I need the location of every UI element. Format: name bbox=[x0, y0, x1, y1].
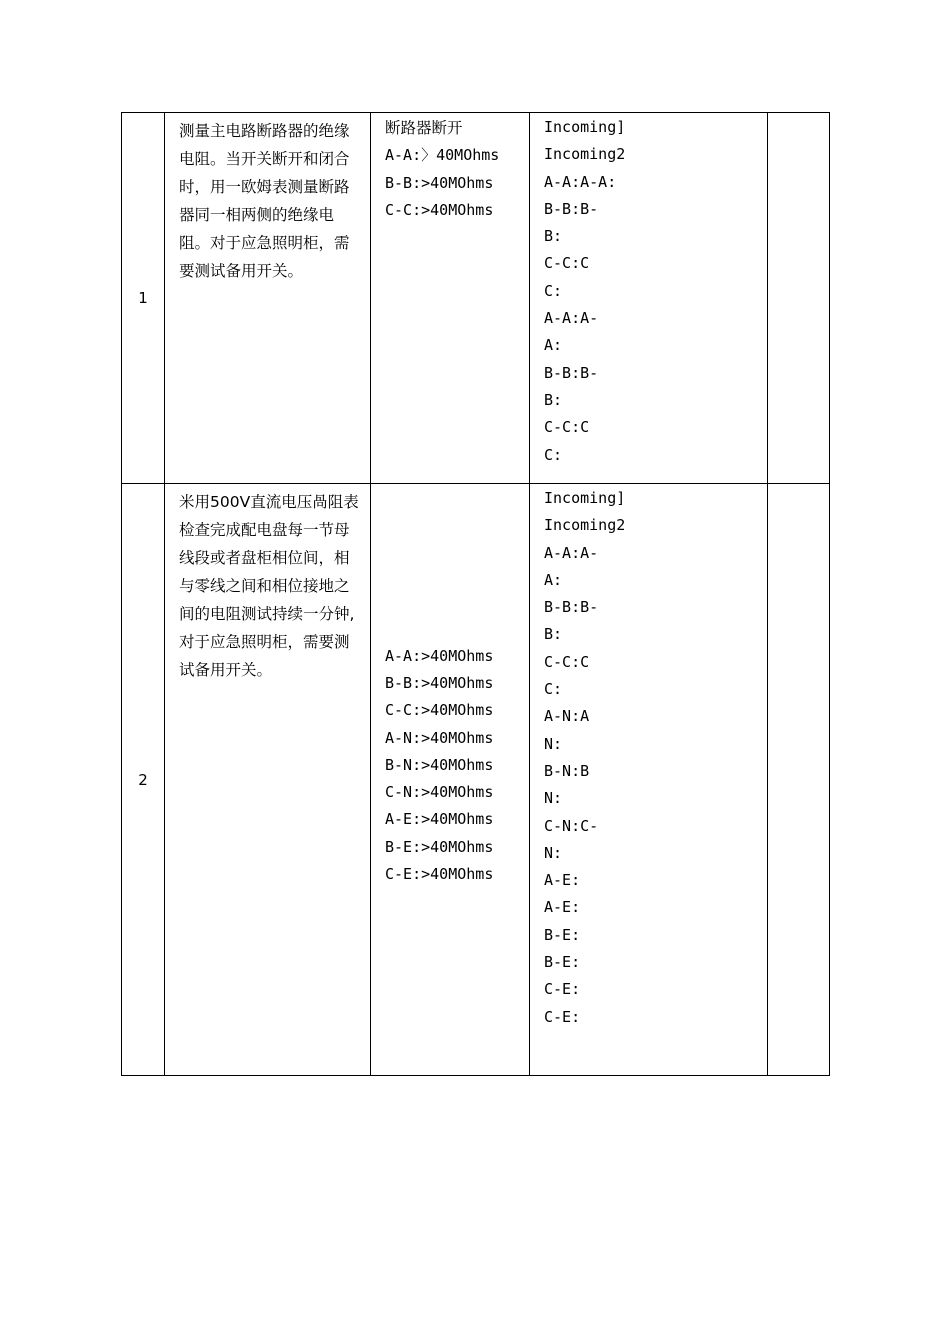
criteria-line: A-N:>40MOhms bbox=[385, 728, 494, 747]
table-row bbox=[122, 113, 830, 484]
criteria-line: C-C:>40MOhms bbox=[385, 200, 494, 219]
result-line: B-B:B- bbox=[544, 598, 599, 617]
criteria-line: C-E:>40MOhms bbox=[385, 865, 494, 884]
result-line: A-A:A- bbox=[544, 309, 599, 328]
criteria-line: A-E:>40MOhms bbox=[385, 810, 494, 829]
result-line: A: bbox=[544, 570, 563, 589]
remarks-cell bbox=[768, 484, 830, 1076]
result-line: C-C:C bbox=[544, 652, 590, 671]
result-line: C: bbox=[544, 281, 563, 300]
measured-results bbox=[530, 484, 768, 1076]
result-line: N: bbox=[544, 843, 563, 862]
result-line: A-E: bbox=[544, 898, 581, 917]
criteria-line: C-C:>40MOhms bbox=[385, 701, 494, 720]
result-line: N: bbox=[544, 789, 563, 808]
result-line: C-E: bbox=[544, 980, 581, 999]
criteria-line: B-E:>40MOhms bbox=[385, 837, 494, 856]
result-line: B-E: bbox=[544, 953, 581, 972]
result-line: C: bbox=[544, 680, 563, 699]
result-line: B-N:B bbox=[544, 761, 590, 780]
acceptance-criteria bbox=[371, 484, 530, 1076]
criteria-line: B-B:>40MOhms bbox=[385, 173, 494, 192]
row-index: 2 bbox=[122, 484, 165, 1076]
result-line: B: bbox=[544, 625, 563, 644]
measured-results bbox=[530, 113, 768, 484]
criteria-line: A-A:>40MOhms bbox=[385, 646, 494, 665]
result-line: C-C:C bbox=[544, 254, 590, 273]
criteria-line: C-N:>40MOhms bbox=[385, 783, 494, 802]
result-line: Incoming] bbox=[544, 489, 626, 507]
result-line: C: bbox=[544, 445, 563, 464]
result-line: A-N:A bbox=[544, 707, 590, 726]
criteria-line: A-A:〉40MOhms bbox=[385, 146, 500, 165]
test-description: 测量主电路断路器的绝缘电阻。当开关断开和闭合时，用一欧姆表测量断路器同一相两侧的绝缘电阻。对于应急照明柜，需要测试备用开关。 bbox=[165, 113, 371, 484]
result-line: B-B:B- bbox=[544, 363, 599, 382]
result-line: Incoming2 bbox=[544, 145, 626, 164]
test-description: 米用500V直流电压咼阻表检查完成配电盘每一节母线段或者盘柜相位间，相与零线之间和相位接地之间的电阻测试持续一分钟,对于应急照明柜，需要测试备用开关。 bbox=[165, 484, 371, 1076]
result-line: Incoming2 bbox=[544, 516, 626, 535]
result-line: A: bbox=[544, 336, 563, 355]
result-line: A-A:A- bbox=[544, 543, 599, 562]
result-line: B: bbox=[544, 227, 563, 246]
row-index: 1 bbox=[122, 113, 165, 484]
table-row bbox=[122, 484, 830, 1076]
result-line: C-E: bbox=[544, 1007, 581, 1026]
result-line: A-A:A-A: bbox=[544, 172, 617, 191]
result-line: C-C:C bbox=[544, 418, 590, 437]
result-line: A-E: bbox=[544, 871, 581, 890]
result-line: B: bbox=[544, 390, 563, 409]
criteria-heading: 断路器断开 bbox=[385, 119, 463, 137]
criteria-line: B-N:>40MOhms bbox=[385, 755, 494, 774]
result-line: C-N:C- bbox=[544, 816, 599, 835]
result-line: B-E: bbox=[544, 925, 581, 944]
criteria-line: B-B:>40MOhms bbox=[385, 673, 494, 692]
result-line: B-B:B- bbox=[544, 199, 599, 218]
result-line: Incoming] bbox=[544, 118, 626, 136]
acceptance-criteria bbox=[371, 113, 530, 484]
test-record-table bbox=[121, 112, 830, 1076]
result-line: N: bbox=[544, 734, 563, 753]
remarks-cell bbox=[768, 113, 830, 484]
